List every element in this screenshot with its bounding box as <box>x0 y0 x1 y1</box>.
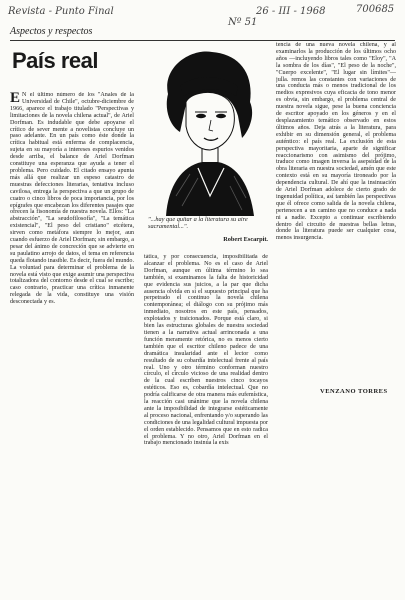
column-1-text: N el último número de los "Anales de la Universidad de Chile", octubre-diciembre de 1966, aparece el trabajo titulado "Perspectivas y limitaciones de la novela chilena actual", de Ariel Dorfman. Es indudable que debe apoyarse el crítico de sever mente a novelistas concluye un paso adelante. En un país como éste donde la crítica habitual está enferma de complacencia, sujeta en su mayoría a intereses espurios venidos desde arriba, el balance de Ariel Dorfman constituye una esperanza que ayuda a tener el problema. Pero cuidado. El citado ensayo apunta más allá que realizar un espeso catastro de muestras defecciones literarias, tentativa incluso cavilosa, entrega la perspectiva a que un grupo de cuatro o cinco libros de poca importancia, por los epígrafes que encabezan los diferentes pasajes que ofrecen la fisonomía de nuestra novela. Ellos: "La abstracción", "La seudofilosofía", "La temática existencial", "El peso del cristiano" etcétera, sirven como metáfora siempre lo mejor, aun cuando esfuerzo de Ariel Dorfman; sin embargo, a pesar del ánimo de concreción que se advierte en su paulatino arrojo de datos, el tema en referencia queda flotando inasible. Es decir, fuera del mundo. La voluntad para determinar el problema de la novela está visto que exige asumir una perspectiva totalizadora del contorno desde el cual se escribe; caso contrario, practicar una crítica inmanente relegada de la vida, constituye una visión desconectada y es. <box>10 92 134 306</box>
drop-cap: E <box>10 92 21 106</box>
author-signature: VENZANO TORRES <box>320 388 388 395</box>
handwritten-date: 26 - III - 1968 <box>256 6 326 17</box>
handwritten-source-note: Revista - Punto Final <box>8 6 114 17</box>
article-column-2: tática, y por consecuencia, imposibilitada de alcanzar el problema. No es el caso de Ariel Dorfman, aunque en última término lo sea también, si examinamos la falta de historicidad que evidencia sus juicios, a la par que dicha ausencia olvida en sí el supuesto principal que ha perpetrado el continuo la novela chilena contemporánea; el diálogo con su prójimo más inmediato, nosotros en este país, pensados, explotados y traicionados. Porque está claro, si bien las estructuras globales de nuestra sociedad tienen a la narrativa actual arrinconada a una función meramente retórica, no es menos cierto también que el escritor chileno padece de una dramática insularidad ante el lector como resultado de su cobardía intelectual frente al país real. Uno y otro término conforman nuestro círculo, el círculo vicioso de una realidad dentro de la cual escriben nuestros cinco tocayos estéticos. Eso es, cobardía intelectual. Que no podría calificarse de otra manera más eufemística, la reacción casi unánime que la novela chilena ante la imposibilidad de integrarse estéticamente al proceso nacional, enfrentando y/o superando las condiciones de una legalidad cultural impuesta por el orden establecido. Pensamos que en esto radica el problema. Y no otro, Ariel Dorfman en el trabajo mencionado insinúa la exis <box>144 254 268 447</box>
caption-author: Robert Escarpit. <box>223 236 268 243</box>
woman-illustration <box>146 46 268 216</box>
article-column-3: tencia de una nueva novela chilena, y al examinarlos la producción de los últimos ocho años —incluyendo libros tales como "Eloy", "A la sombra de los días", "El peso de la noche", "Cuerpo excelente", "El lugar sin límites"— julla. remos las constantes con variaciones de una conducta más o menos tradicional de los medios expresivos cuya eficacia de tono menor es obvia, sin embargo, el problema central de nuestra novela sigue, pese la buena conciencia de escritor apoyado en los géneros y en el desplazamiento temático observado en estos últimos años. Deja atrás a la literatura, para exhibir en su dimensión general, el problema auténtico: el país real. La exclusión de esta perspectiva mayoritaria, aparte de significar reaccionarismo con asimismo del prójimo, traduce como imagen inversa la asepsidad de la obra literaria en nuestra sociedad, amén que este contexto está en su mayoría tironeado por la dependencia cultural. De ahí que la insinuación de Ariel Dorfman adolece de cierto grado de ingenuidad política, así también las perspectivas que él ofrece como salida de la novela chilena, pertenecen a un camino que no conduce a nada ni a nadie. Excepto a continuar escribiendo dentro del circuito de nuestras bellas letras, donde la literatura puede ser cualquier cosa, menos insurgencia. <box>276 42 396 242</box>
illustration-caption: "...hay que quitar a la literatura su aire sacramental...". <box>148 216 248 231</box>
article-column-1 <box>10 92 134 517</box>
article-title: País real <box>12 48 99 73</box>
handwritten-issue: Nº 51 <box>228 17 258 28</box>
section-header: Aspectos y respectos <box>10 26 93 37</box>
handwritten-code: 700685 <box>356 4 395 15</box>
header-rule <box>10 40 395 41</box>
